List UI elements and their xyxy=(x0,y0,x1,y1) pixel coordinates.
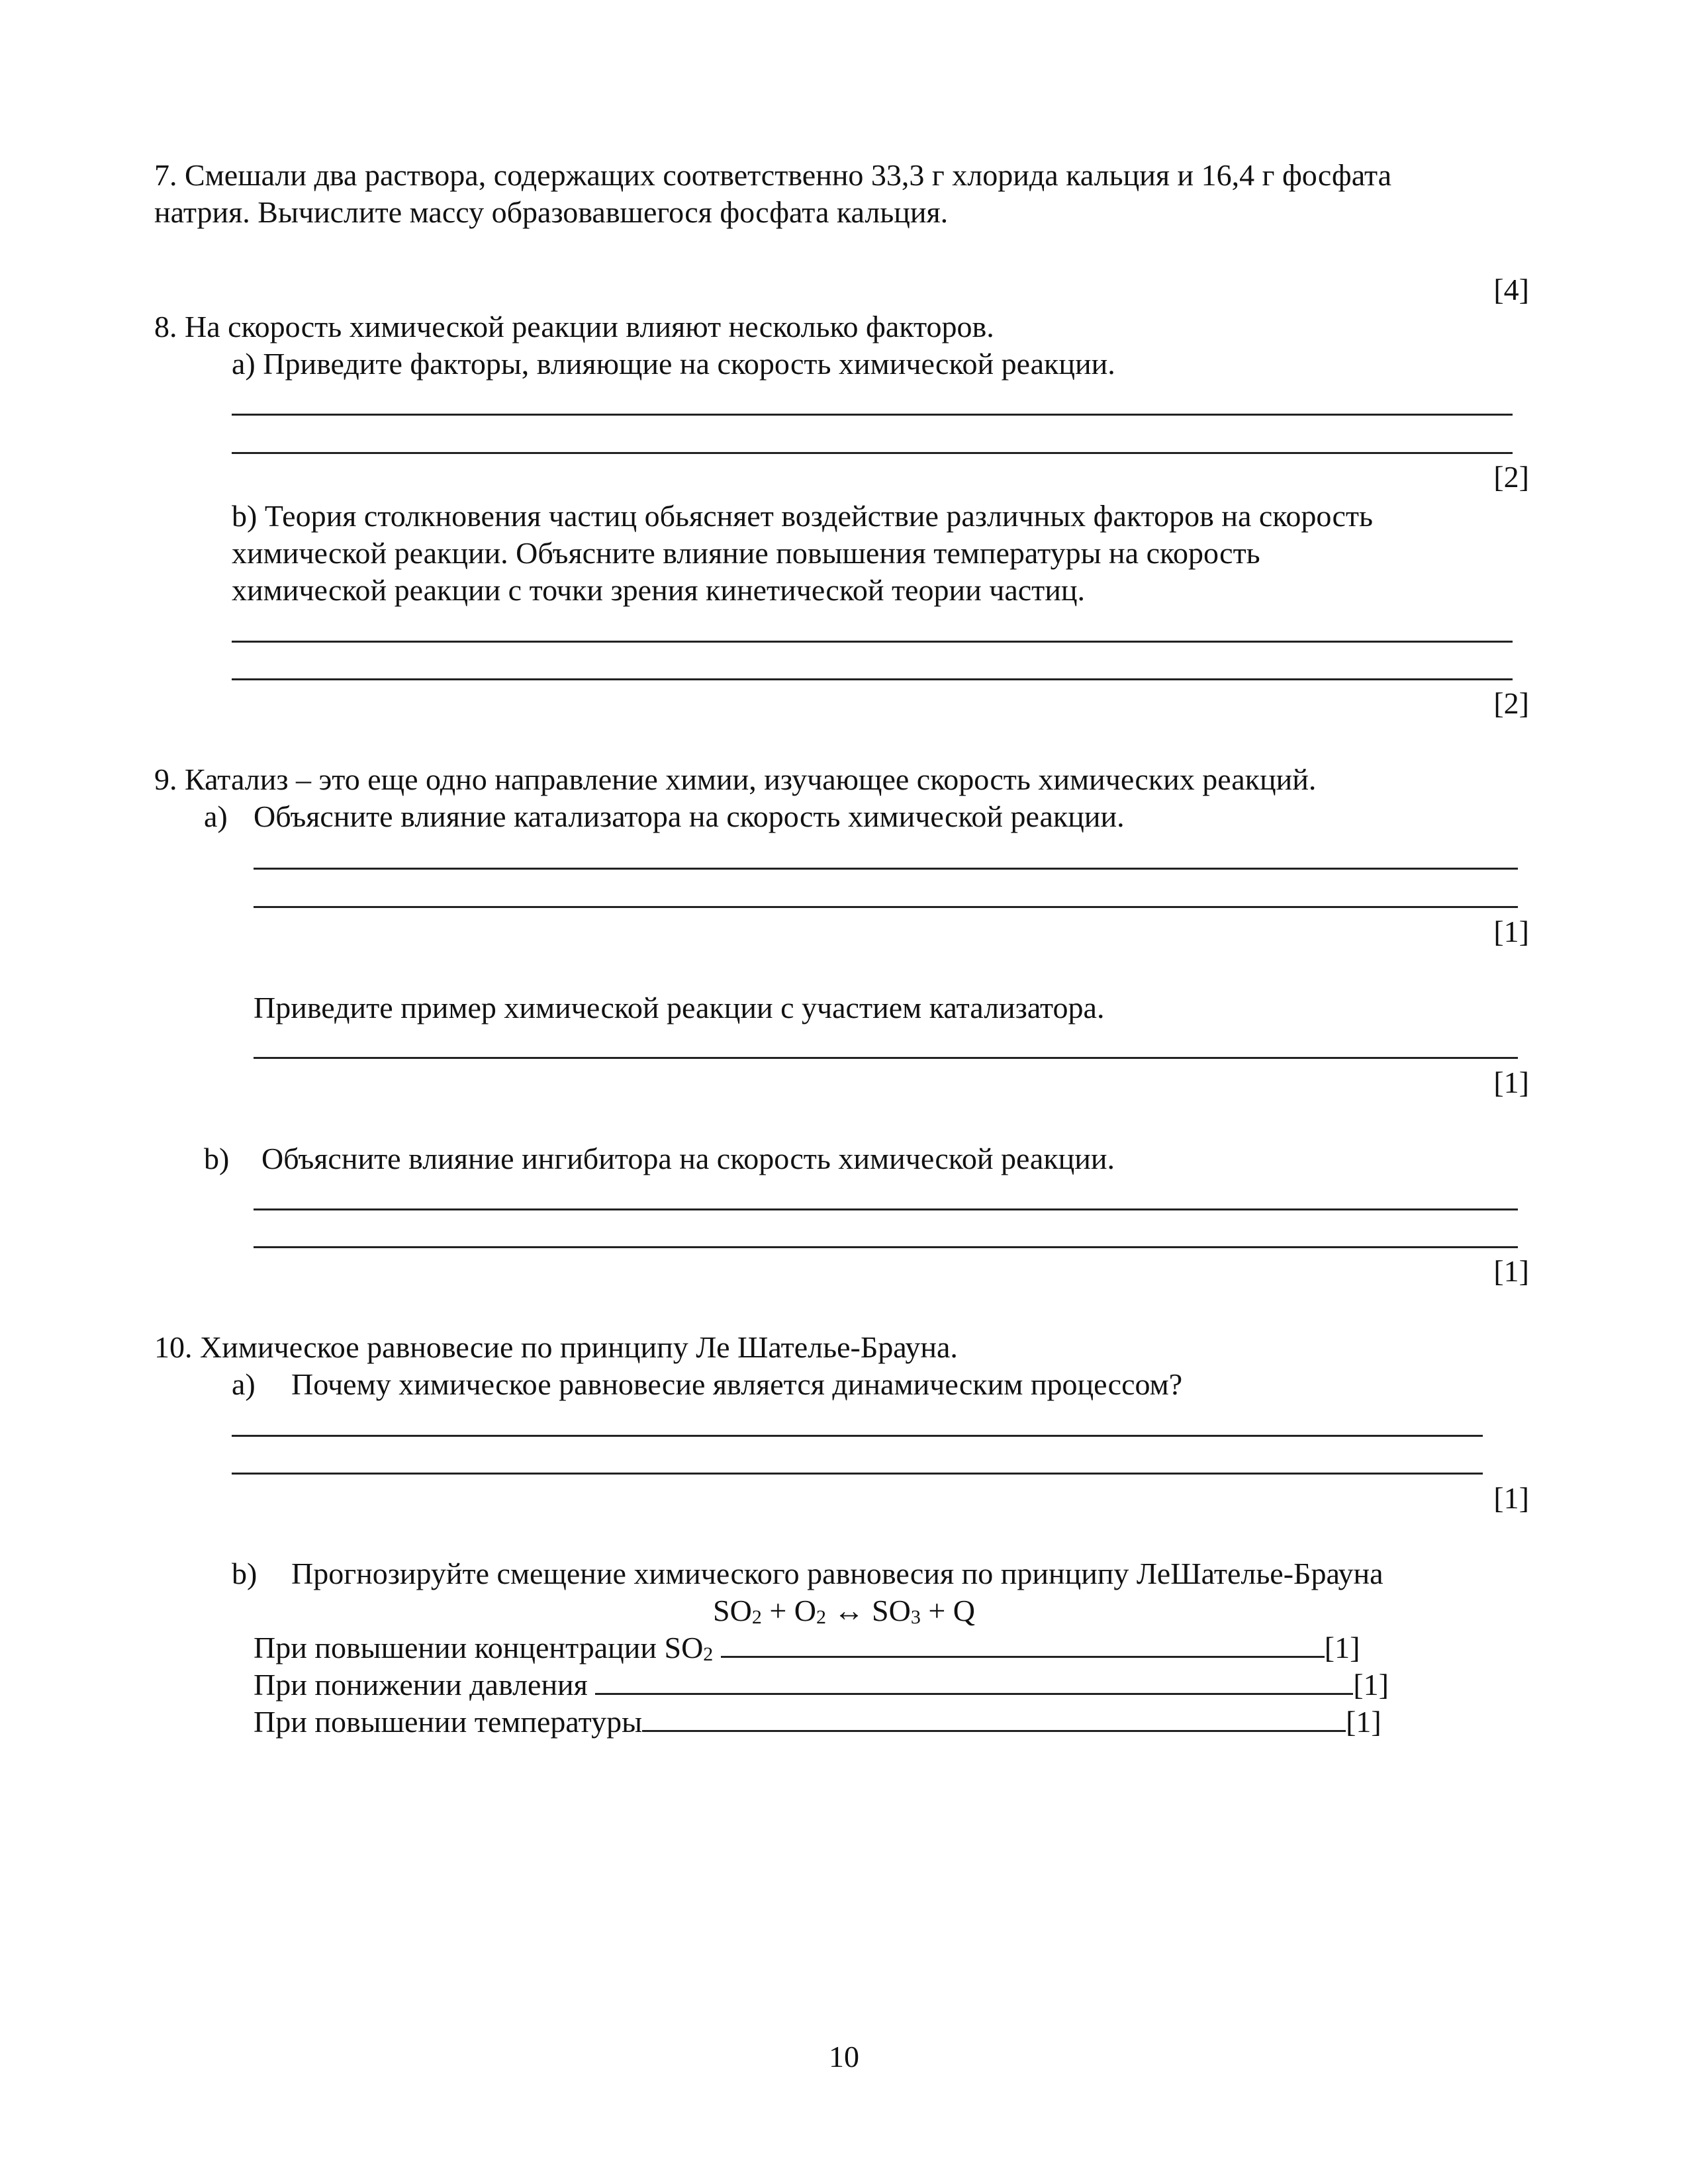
q10a-mark: [1] xyxy=(1493,1481,1529,1515)
row-pressure-mark: [1] xyxy=(1353,1668,1389,1702)
q10b-label: b) xyxy=(232,1557,258,1590)
row-pressure-answer[interactable] xyxy=(595,1666,1353,1695)
q10a-answer-line-2[interactable] xyxy=(232,1473,1483,1475)
q9-example-mark: [1] xyxy=(1493,1066,1529,1099)
q9a-answer-line-1[interactable] xyxy=(254,868,1518,870)
q8b-line1: b) Теория столкновения частиц обьясняет воздействие различных факторов на скорость xyxy=(232,499,1373,533)
q9-example-text: Приведите пример химической реакции с участием катализатора. xyxy=(254,991,1105,1024)
q8b-answer-line-2[interactable] xyxy=(232,678,1513,680)
q8a-answer-line-2[interactable] xyxy=(232,452,1513,454)
q9b-mark: [1] xyxy=(1493,1254,1529,1288)
row-temperature-mark: [1] xyxy=(1346,1705,1382,1739)
q9-title: 9. Катализ – это еще одно направление химии, изучающее скорость химических реакций. xyxy=(154,762,1317,796)
q8a-answer-line-1[interactable] xyxy=(232,414,1513,416)
q9a-text: Объясните влияние катализатора на скорость химической реакции. xyxy=(254,799,1125,833)
q8b-line2: химической реакции. Объясните влияние повышения температуры на скорость xyxy=(232,536,1260,570)
q7-mark: [4] xyxy=(1493,273,1529,306)
q9a-mark: [1] xyxy=(1493,915,1529,948)
q10b-text: Прогнозируйте смещение химического равновесия по принципу ЛеШателье-Брауна xyxy=(291,1557,1383,1590)
row-temperature-answer[interactable] xyxy=(642,1704,1346,1732)
q7-line1: 7. Смешали два раствора, содержащих соответственно 33,3 г хлорида кальция и 16,4 г фосфата xyxy=(154,158,1392,192)
q10a-text: Почему химическое равновесие является динамическим процессом? xyxy=(291,1367,1183,1401)
q9b-answer-line-2[interactable] xyxy=(254,1246,1518,1248)
row-temperature-label: При повышении температуры xyxy=(254,1705,643,1739)
q10-title: 10. Химическое равновесие по принципу Ле Шателье-Брауна. xyxy=(154,1330,958,1364)
q9b-text: Объясните влияние ингибитора на скорость химической реакции. xyxy=(261,1142,1115,1175)
q8-title: 8. На скорость химической реакции влияют несколько факторов. xyxy=(154,310,994,343)
q10a-label: a) xyxy=(232,1367,256,1401)
reaction-equation: $SO_2 + O_2$ ↔ $SO_3 + Q$ xyxy=(713,1594,975,1628)
q10b-row-temperature xyxy=(254,1704,1382,1741)
q9b-label: b) xyxy=(204,1142,230,1175)
q10a-answer-line-1[interactable] xyxy=(232,1435,1483,1437)
q8a-text: a) Приведите факторы, влияющие на скорость химической реакции. xyxy=(232,347,1115,381)
row-pressure-label: При понижении давления xyxy=(254,1668,588,1702)
q10b-row-concentration: При повышении концентрации $SO_2$ [1] xyxy=(254,1631,1360,1665)
q9b-answer-line-1[interactable] xyxy=(254,1208,1518,1210)
q8b-line3: химической реакции с точки зрения кинетической теории частиц. xyxy=(232,573,1086,607)
q7-line2: натрия. Вычислите массу образовавшегося фосфата кальция. xyxy=(154,195,949,229)
row-concentration-answer[interactable] xyxy=(721,1629,1325,1658)
q9a-label: a) xyxy=(204,799,228,833)
q8a-mark: [2] xyxy=(1493,460,1529,494)
q8b-answer-line-1[interactable] xyxy=(232,641,1513,643)
page-number: 10 xyxy=(829,2040,859,2073)
row-concentration-mark: [1] xyxy=(1324,1631,1360,1664)
q9-example-answer-line[interactable] xyxy=(254,1057,1518,1059)
q8b-mark: [2] xyxy=(1493,686,1529,720)
q9a-answer-line-2[interactable] xyxy=(254,906,1518,908)
q10b-row-pressure xyxy=(254,1666,1389,1704)
row-concentration-label: При повышении концентрации SO xyxy=(254,1631,704,1664)
